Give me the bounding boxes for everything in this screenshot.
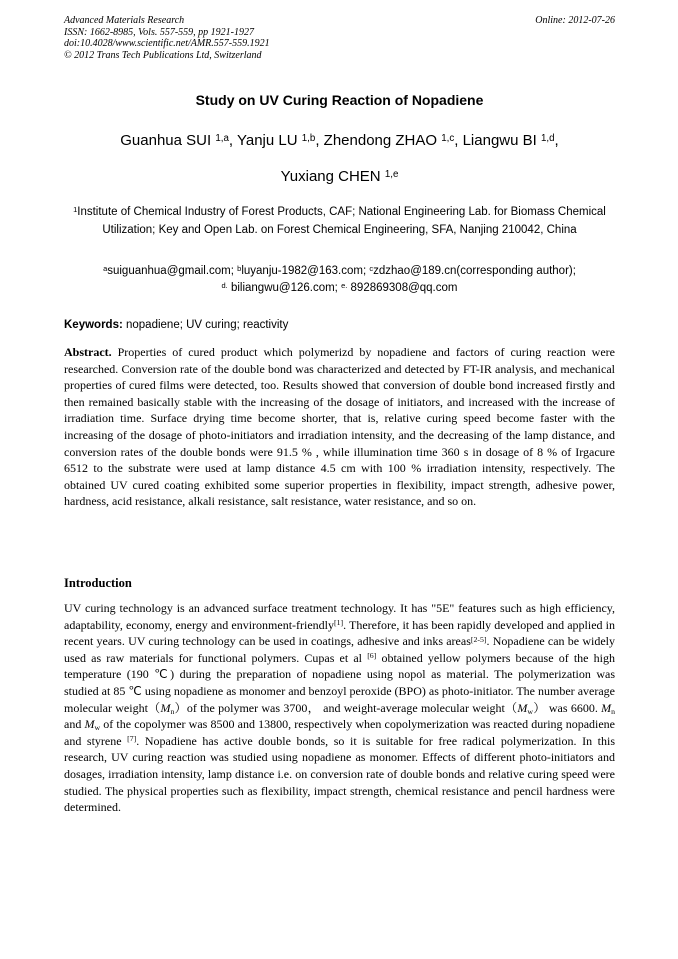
intro-text: . Therefore, it has been rapidly developed and applied in recent years. UV curing technology can be used in coatings, adhesive and inks areas [64, 617, 616, 649]
symbol-mw: M [84, 717, 95, 732]
email-address[interactable]: biliangwu@126.com; [230, 282, 338, 294]
author-emails [64, 263, 615, 297]
intro-text: ） was 6600. [533, 700, 602, 715]
citation[interactable]: [6] [367, 651, 377, 661]
citation[interactable]: [7] [127, 734, 137, 744]
author-affiliation-mark: 1,d [540, 132, 555, 144]
doi-line: doi:10.4028/www.scientific.net/AMR.557-559.1921 [64, 38, 270, 49]
affiliation-text: Institute of Chemical Industry of Forest Products, CAF; National Engineering Lab. for Biomass Chemical Utilization; Key and Open Lab. on Forest Chemical Engineering, SFA, Nanjing 210042, China [77, 206, 606, 236]
journal-name: Advanced Materials Research [64, 15, 185, 26]
email-line-1 [64, 263, 615, 280]
online-date: Online: 2012-07-26 [535, 15, 615, 26]
email-mark: e. [341, 280, 348, 290]
keywords [64, 319, 615, 331]
author-name: Yuxiang CHEN [280, 168, 381, 185]
intro-text: UV curing technology is an advanced surface treatment technology. It has "5E" features such as high efficiency, adaptability, economy, energy and environment-friendly [64, 601, 615, 632]
citation[interactable]: [2-5] [470, 634, 487, 644]
symbol-subscript: w [527, 706, 534, 716]
email-mark: c [369, 263, 374, 273]
introduction-paragraph [64, 600, 615, 816]
author-line-1: Guanhua SUI $^{1,a}$, Yanju LU $^{1,b}$, Zhendong ZHAO $^{1,c}$, Liangwu BI $^{1,d}$, [120, 132, 559, 149]
copyright-line: © 2012 Trans Tech Publications Ltd, Switzerland [64, 49, 262, 61]
author-affiliation-mark: 1,e [384, 168, 399, 180]
paper-title: Study on UV Curing Reaction of Nopadiene [195, 92, 484, 108]
journal-header [64, 15, 615, 61]
author-affiliation-mark: 1,a [215, 132, 229, 144]
author-line-2 [64, 168, 615, 185]
introduction-heading: Introduction [64, 576, 132, 590]
author-name: Guanhua SUI [120, 132, 212, 149]
symbol-mw: M [517, 700, 528, 715]
intro-text: obtained yellow polymers because of the high temperature (190 ℃) during the preparation of nopadiene using nopol as material. The polymerization was studied at 85 ℃ using nopadiene as monomer and benzoyl peroxide (BPO) as photo-initiator. The number average molecular weight（ [64, 650, 615, 715]
intro-text: of the copolymer was 8500 and 13800, respectively when copolymerization was reacted during nopadiene and styrene [64, 717, 616, 748]
affiliation-mark: 1 [73, 204, 78, 214]
email-address[interactable]: luyanju-1982@163.com; [241, 265, 367, 277]
symbol-mn: M [601, 700, 612, 715]
email-line-2 [64, 280, 615, 297]
abstract-text: Properties of cured product which polymerizd by nopadiene and factors of curing reaction were researched. Conversion rate of the double bond was characterized and detected by FT-IR analysis, and mechanical properties of cured films were detected, too. Results showed that conversion of double bond increased firstly and then remained basically stable with the increasing of the dosage of initiators, and increased with the increase of irradiation time. Surface drying time become shorter, that is, relative curing speed become faster with the increasing of the dosage of photo-initiators and irradiation intensity, and the decreasing of the lamp distance, and conversion rates of the double bonds were 91.5 % , while illumination time 360 s in dosage of 8 % of Irgacure 6512 to the substrate were used at lamp distance 4.5 cm with 100 % irradiation intensity, respectively. The obtained UV cured coating exhibited some superior properties in flexibility, impact strength, adhesive power, hardness, acid resistance, alkali resistance, salt resistance, water resistance, and so on. [64, 345, 615, 509]
author-name: Yanju LU [236, 132, 298, 149]
symbol-subscript: n [611, 706, 615, 716]
author-name: Liangwu BI [462, 132, 537, 149]
symbol-subscript: w [94, 723, 101, 733]
abstract [64, 344, 615, 510]
abstract-label: Abstract. [64, 345, 112, 359]
author-affiliation-mark: 1,b [301, 132, 316, 144]
intro-text: ）of the polymer was 3700， and weight-average molecular weight（ [174, 700, 518, 715]
author-name: Zhendong ZHAO [323, 132, 438, 149]
author-affiliation-mark: 1,c [441, 132, 455, 144]
email-mark: d. [221, 280, 228, 290]
intro-text: and [64, 717, 85, 732]
email-address[interactable]: zdzhao@189.cn(corresponding author); [373, 265, 576, 277]
affiliation [64, 203, 615, 239]
email-address[interactable]: 892869308@qq.com [350, 282, 458, 294]
intro-text: . Nopadiene has active double bonds, so it is suitable for free radical polymerization. In this research, UV curing reaction was studied using nopadiene as monomer. Effects of different photo-initiators and dosages, irradiation intensity, lamp distance i.e. on conversion rate of double bonds and relative curing speed were studied. The physical properties such as flexibility, impact strength, chemical resistance and pencil hardness were determined. [64, 733, 616, 815]
keywords-label: Keywords: [64, 319, 123, 331]
keywords-text: nopadiene; UV curing; reactivity [126, 319, 289, 331]
issn-line: ISSN: 1662-8985, Vols. 557-559, pp 1921-1927 [64, 26, 254, 38]
intro-text: . Nopadiene can be widely used as raw materials for functional polymers. Cupas et al [64, 634, 615, 665]
email-mark: a [103, 263, 108, 273]
email-mark: b [237, 263, 242, 273]
symbol-subscript: n [170, 706, 175, 716]
symbol-mn: M [160, 700, 171, 715]
citation[interactable]: [1] [334, 618, 344, 628]
email-address[interactable]: suiguanhua@gmail.com; [107, 265, 234, 277]
